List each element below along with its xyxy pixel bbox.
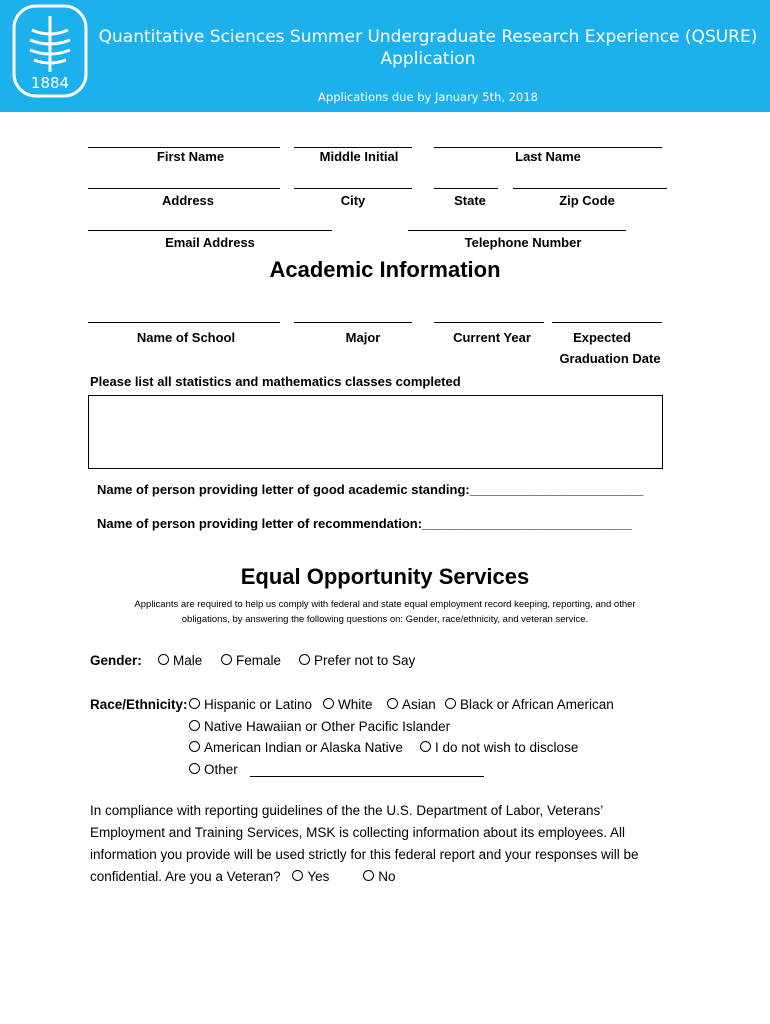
phone-label: Telephone Number	[464, 235, 582, 250]
radio-icon[interactable]	[420, 741, 431, 752]
phone-field[interactable]	[408, 230, 626, 231]
veteran-paragraph	[90, 800, 675, 888]
radio-icon[interactable]	[189, 720, 200, 731]
middle-initial-label: Middle Initial	[319, 149, 399, 164]
graduation-date-field[interactable]	[552, 322, 662, 323]
expected-label-line2: Graduation Date	[559, 351, 661, 366]
gender-option-female[interactable]: Female	[221, 653, 281, 668]
state-label: State	[454, 193, 486, 208]
zip-field[interactable]	[513, 188, 667, 189]
radio-icon[interactable]	[189, 763, 200, 774]
page-title	[98, 26, 758, 70]
race-option-native-hawaiian[interactable]: Native Hawaiian or Other Pacific Islander	[189, 719, 450, 734]
radio-icon[interactable]	[299, 654, 310, 665]
header-banner	[0, 0, 770, 112]
gender-label: Gender:	[90, 653, 142, 668]
major-field[interactable]	[294, 322, 412, 323]
radio-icon[interactable]	[387, 698, 398, 709]
race-option-other[interactable]: Other	[189, 762, 238, 777]
email-field[interactable]	[88, 230, 332, 231]
logo-text: 1884	[30, 74, 70, 92]
race-option-asian[interactable]: Asian	[387, 697, 436, 712]
first-name-label: First Name	[156, 149, 225, 164]
current-year-label: Current Year	[453, 330, 531, 345]
current-year-field[interactable]	[434, 322, 544, 323]
city-label: City	[340, 193, 366, 208]
address-label: Address	[161, 193, 215, 208]
middle-initial-field[interactable]	[294, 147, 412, 148]
radio-icon[interactable]	[189, 741, 200, 752]
state-field[interactable]	[434, 188, 498, 189]
title-line-1: Quantitative Sciences Summer Undergraduate Research Experience (QSURE)	[98, 27, 758, 47]
veteran-option-no[interactable]: No	[363, 869, 395, 884]
classes-prompt: Please list all statistics and mathematics classes completed	[90, 374, 461, 389]
race-option-not-disclose[interactable]: I do not wish to disclose	[420, 740, 578, 755]
major-label: Major	[345, 330, 381, 345]
due-date: Applications due by January 5th, 2018	[318, 90, 538, 104]
classes-textarea[interactable]	[88, 395, 663, 469]
race-option-american-indian[interactable]: American Indian or Alaska Native	[189, 740, 403, 755]
eeo-intro-line2: obligations, by answering the following questions on: Gender, race/ethnicity, and veteran service.	[181, 614, 589, 625]
race-option-black[interactable]: Black or African American	[445, 697, 614, 712]
radio-icon[interactable]	[445, 698, 456, 709]
city-field[interactable]	[294, 188, 412, 189]
school-label: Name of School	[136, 330, 236, 345]
email-label: Email Address	[165, 235, 255, 250]
race-option-white[interactable]: White	[323, 697, 373, 712]
eeo-intro	[90, 597, 680, 627]
address-field[interactable]	[88, 188, 280, 189]
school-field[interactable]	[88, 322, 280, 323]
last-name-field[interactable]	[434, 147, 662, 148]
radio-icon[interactable]	[323, 698, 334, 709]
eeo-intro-line1: Applicants are required to help us comply with federal and state equal employment record keeping, reporting, and other	[134, 599, 636, 610]
race-option-hispanic[interactable]: Hispanic or Latino	[189, 697, 312, 712]
race-label: Race/Ethnicity:	[90, 697, 188, 712]
expected-label-line1: Expected	[573, 330, 631, 345]
gender-option-male[interactable]: Male	[158, 653, 202, 668]
title-line-2: Application	[380, 49, 476, 69]
race-other-field[interactable]	[250, 776, 484, 777]
zip-label: Zip Code	[559, 193, 615, 208]
eeo-heading: Equal Opportunity Services	[240, 564, 530, 589]
last-name-label: Last Name	[515, 149, 581, 164]
radio-icon[interactable]	[189, 698, 200, 709]
veteran-option-yes[interactable]: Yes	[292, 869, 329, 884]
gender-option-prefer-not[interactable]: Prefer not to Say	[299, 653, 415, 668]
veteran-text: In compliance with reporting guidelines of the the U.S. Department of Labor, Veterans’ Employment and Training Services, MSK is collecting information about its employees. All information you provide will be used strictly for this federal report and your responses will be confidential. Are you a Veteran?	[90, 803, 639, 884]
radio-icon[interactable]	[158, 654, 169, 665]
first-name-field[interactable]	[88, 147, 280, 148]
academic-heading: Academic Information	[269, 257, 501, 282]
radio-icon[interactable]	[221, 654, 232, 665]
standing-letter-field[interactable]: Name of person providing letter of good academic standing:________________________	[97, 482, 644, 497]
radio-icon[interactable]	[292, 870, 303, 881]
radio-icon[interactable]	[363, 870, 374, 881]
recommendation-letter-field[interactable]: Name of person providing letter of recommendation:_____________________________	[97, 516, 632, 531]
msk-logo-icon	[12, 4, 88, 98]
